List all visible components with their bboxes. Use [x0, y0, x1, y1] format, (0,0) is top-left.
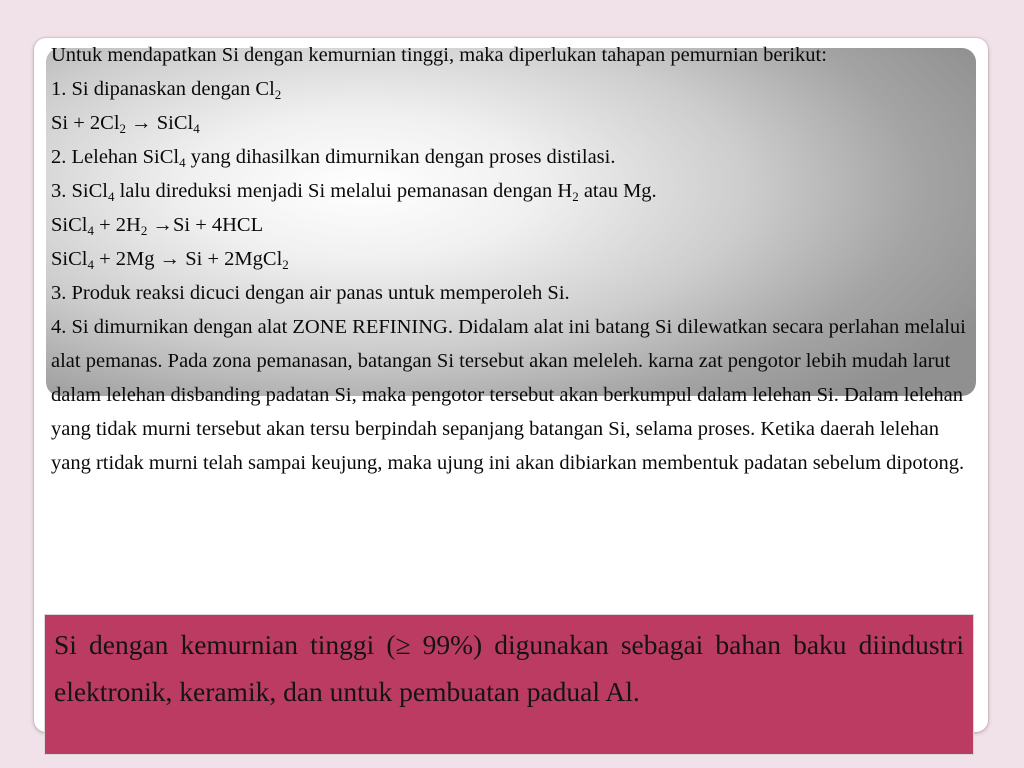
step-3b-line: 3. Produk reaksi dicuci dengan air panas untuk memperoleh Si.: [51, 282, 570, 304]
step-3-line: 3. SiCl$_4$ lalu direduksi menjadi Si melalui pemanasan dengan $H_2$ atau Mg.: [51, 180, 657, 204]
equation-1: $Si + 2Cl_2$ → SiCl$_4$: [51, 112, 200, 136]
equation-3: SiCl$_4$ + 2Mg → Si + 2MgCl$_2$: [51, 248, 289, 272]
intro-paragraph: Untuk mendapatkan Si dengan kemurnian tinggi, maka diperlukan tahapan pemurnian berikut:: [51, 44, 827, 66]
step-2-line: 2. Lelehan SiCl$_4$ yang dihasilkan dimurnikan dengan proses distilasi.: [51, 146, 616, 170]
equation-2: SiCl$_4$ + $2H_2 \to Si + 4HCL$: [51, 214, 264, 238]
highlight-box: Si dengan kemurnian tinggi (≥ 99%) digunakan sebagai bahan baku diindustri elektronik, keramik, dan untuk pembuatan padual Al.: [44, 614, 974, 755]
step-4-paragraph: 4. Si dimurnikan dengan alat ZONE REFINING. Didalam alat ini batang Si dilewatkan secara perlahan melalui alat pemanas. Pada zona pemanasan, batangan Si tersebut akan meleleh. karna zat pengotor lebih mudah larut dalam lelehan disbanding padatan Si, maka pengotor tersebut akan berkumpul dalam lelehan Si. Dalam lelehan yang tidak murni tersebut akan tersu berpindah sepanjang batangan Si, selama proses. Ketika daerah lelehan yang rtidak murni telah sampai keujung, maka ujung ini akan dibiarkan membentuk padatan sebelum dipotong.: [51, 316, 966, 474]
slide-body-text: [51, 38, 966, 480]
step-1-line: 1. Si dipanaskan dengan $Cl_2$: [51, 78, 282, 102]
